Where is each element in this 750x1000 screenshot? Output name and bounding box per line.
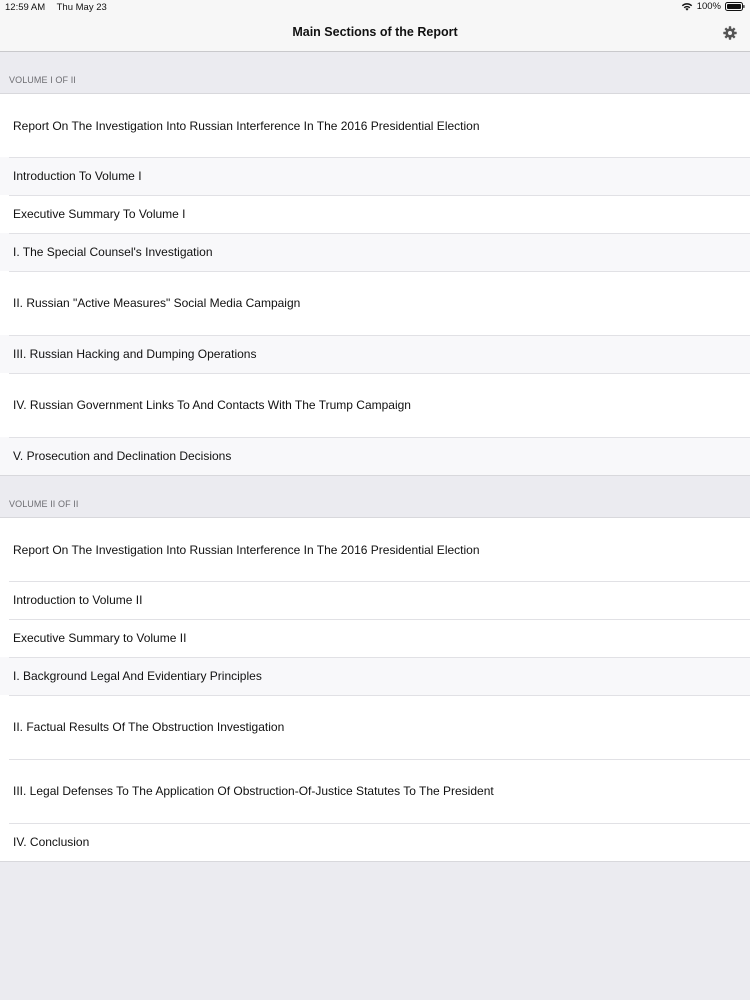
list-item-label: I. The Special Counsel's Investigation (13, 245, 213, 259)
volume-1-item-introduction[interactable] (0, 157, 750, 195)
list-item-label: IV. Russian Government Links To And Contacts With The Trump Campaign (13, 398, 411, 412)
list-item-label: Executive Summary To Volume I (13, 207, 186, 221)
list-item-label: II. Factual Results Of The Obstruction Investigation (13, 720, 285, 734)
list-item-label: I. Background Legal And Evidentiary Principles (13, 669, 262, 683)
status-right (681, 1, 745, 12)
list-item-label: Introduction To Volume I (13, 169, 142, 183)
list-item-label: II. Russian "Active Measures" Social Media Campaign (13, 296, 301, 310)
volume-2-item-legal-defenses[interactable] (0, 759, 750, 823)
volume-1-list (0, 93, 750, 476)
volume-1-item-government-links[interactable] (0, 373, 750, 437)
volume-2-item-report[interactable] (0, 518, 750, 581)
battery-icon (725, 2, 745, 11)
volume-2-item-conclusion[interactable] (0, 823, 750, 861)
list-item-label: III. Russian Hacking and Dumping Operations (13, 347, 257, 361)
volume-2-header (0, 476, 750, 517)
status-time: 12:59 AM (5, 2, 46, 13)
volume-2-item-executive-summary[interactable] (0, 619, 750, 657)
volume-1-header (0, 52, 750, 93)
volume-1-item-prosecution[interactable] (0, 437, 750, 475)
status-left (5, 2, 116, 13)
volume-2-header-label: VOLUME II OF II (9, 499, 79, 509)
volume-1-item-executive-summary[interactable] (0, 195, 750, 233)
list-item-label: Executive Summary to Volume II (13, 631, 187, 645)
volume-2-item-legal-principles[interactable] (0, 657, 750, 695)
volume-2-item-factual-results[interactable] (0, 695, 750, 759)
settings-button[interactable] (722, 25, 738, 41)
volume-1-item-report[interactable] (0, 94, 750, 157)
list-item-label: III. Legal Defenses To The Application Of Obstruction-Of-Justice Statutes To The President (13, 784, 494, 798)
volume-2-list (0, 517, 750, 862)
volume-1-item-active-measures[interactable] (0, 271, 750, 335)
status-date: Thu May 23 (56, 2, 107, 13)
list-item-label: IV. Conclusion (13, 835, 90, 849)
status-bar (0, 0, 750, 15)
list-item-label: Report On The Investigation Into Russian Interference In The 2016 Presidential Election (13, 542, 480, 557)
volume-1-item-special-counsel[interactable] (0, 233, 750, 271)
list-item-label: Introduction to Volume II (13, 593, 143, 607)
volume-1-item-hacking[interactable] (0, 335, 750, 373)
volume-2-item-introduction[interactable] (0, 581, 750, 619)
battery-percent: 100% (696, 1, 721, 12)
volume-1-header-label: VOLUME I OF II (9, 75, 76, 85)
wifi-icon (681, 2, 693, 11)
page-title: Main Sections of the Report (292, 25, 458, 39)
list-item-label: V. Prosecution and Declination Decisions (13, 449, 232, 463)
gear-icon (722, 25, 738, 41)
navigation-bar (0, 15, 750, 52)
list-item-label: Report On The Investigation Into Russian Interference In The 2016 Presidential Election (13, 118, 480, 133)
